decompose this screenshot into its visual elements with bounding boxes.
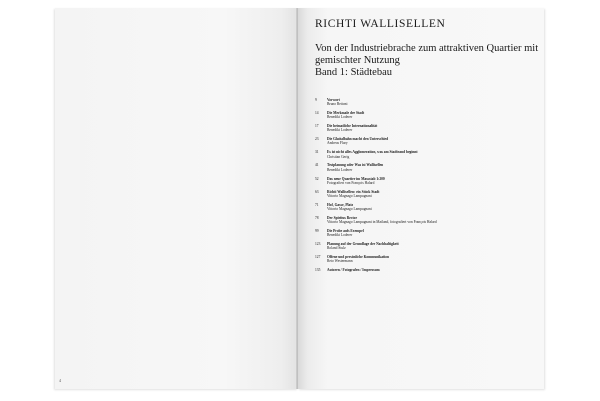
toc-entry xyxy=(315,150,535,163)
toc-text xyxy=(327,124,535,132)
toc-title: Autoren / Fotografen / Impressum xyxy=(327,268,380,273)
toc-author: Vittorio Magnago Lampugnani in Mailand, fotografiert von François Halard xyxy=(327,220,437,225)
toc-entry xyxy=(315,268,535,281)
toc-title: Testplanung oder Was ist Wallisellen xyxy=(327,163,384,168)
toc-text xyxy=(327,216,535,224)
toc-title: Die Probe aufs Exempel xyxy=(327,228,364,233)
book-subtitle: Von der Industriebrache zum attraktiven Quartier mit gemischter Nutzung xyxy=(315,43,539,66)
toc-page-number: 78 xyxy=(315,215,319,220)
toc-page-number: 14 xyxy=(315,111,319,116)
toc-page-number: 71 xyxy=(315,202,319,207)
toc-text xyxy=(327,163,535,171)
toc-text xyxy=(327,111,535,119)
toc-entry xyxy=(315,255,535,268)
toc-text xyxy=(327,137,535,145)
toc-text xyxy=(327,203,535,211)
toc-title: Die heimatliche Internationalität xyxy=(327,124,378,129)
toc-entry xyxy=(315,137,535,150)
toc-title: Es ist nicht alles Agglomeration, was am Stadtrand beginnt xyxy=(327,150,418,155)
right-page xyxy=(298,8,544,389)
toc-entry xyxy=(315,203,535,216)
toc-text xyxy=(327,242,535,250)
toc-title: Der Spiritus Rector xyxy=(327,215,358,220)
toc-author: Christian Gerig xyxy=(327,154,350,159)
toc-text xyxy=(327,150,535,158)
toc-entry xyxy=(315,111,535,124)
toc-page-number: 99 xyxy=(315,228,319,233)
toc-page-number: 31 xyxy=(315,150,319,155)
toc-entry xyxy=(315,242,535,255)
toc-text xyxy=(327,98,535,106)
page-number: 4 xyxy=(59,378,61,383)
toc-entry xyxy=(315,124,535,137)
toc-author: Fotografiert von François Halard xyxy=(327,180,375,185)
toc-entry xyxy=(315,163,535,176)
toc-text xyxy=(327,190,535,198)
toc-author: Reto Westermann xyxy=(327,259,353,264)
toc-page-number: 127 xyxy=(315,255,321,260)
toc-title: Offene und persönliche Kommunikation xyxy=(327,255,389,260)
toc-text xyxy=(327,255,535,263)
toc-page-number: 135 xyxy=(315,268,321,273)
toc-entry xyxy=(315,229,535,242)
toc-entry xyxy=(315,177,535,190)
toc-page-number: 23 xyxy=(315,137,319,142)
toc-entry xyxy=(315,190,535,203)
toc-author: Roland Stulz xyxy=(327,246,346,251)
toc-page-number: 17 xyxy=(315,124,319,129)
toc-page-number: 9 xyxy=(315,98,317,102)
toc-title: Hof, Gasse, Platz xyxy=(327,202,354,207)
toc-author: Benedikt Loderer xyxy=(327,233,353,238)
toc-page-number: 52 xyxy=(315,176,319,181)
toc-author: Vittorio Magnago Lampugnani xyxy=(327,206,372,211)
toc-page-number: 41 xyxy=(315,163,319,168)
toc-author: Benedikt Loderer xyxy=(327,115,353,120)
toc-entry xyxy=(315,216,535,229)
toc-author: Vittorio Magnago Lampugnani xyxy=(327,193,372,198)
table-of-contents xyxy=(315,98,535,281)
toc-title: Das neue Quartier im Massstab 1:200 xyxy=(327,176,385,181)
toc-title: Die Merkmale der Stadt xyxy=(327,111,365,116)
toc-author: Bruno Bettoni xyxy=(327,102,348,107)
toc-page-number: 63 xyxy=(315,189,319,194)
left-page xyxy=(55,8,298,389)
series-title: RICHTI WALLISELLEN xyxy=(315,18,446,30)
toc-title: Vorwort xyxy=(327,98,340,102)
toc-page-number: 123 xyxy=(315,242,321,247)
toc-title: Die Glattalbahn macht den Unterschied xyxy=(327,137,389,142)
toc-title: Richti Wallisellen: ein Stück Stadt xyxy=(327,189,380,194)
toc-entry xyxy=(315,98,535,111)
volume-title: Band 1: Städtebau xyxy=(315,67,392,78)
toc-author: Benedikt Loderer xyxy=(327,128,353,133)
toc-text xyxy=(327,229,535,237)
toc-title: Planung auf der Grundlage der Nachhaltigkeit xyxy=(327,242,399,247)
toc-text xyxy=(327,268,535,272)
toc-author: Benedikt Loderer xyxy=(327,167,353,172)
toc-author: Andreas Flury xyxy=(327,141,348,146)
toc-text xyxy=(327,177,535,185)
